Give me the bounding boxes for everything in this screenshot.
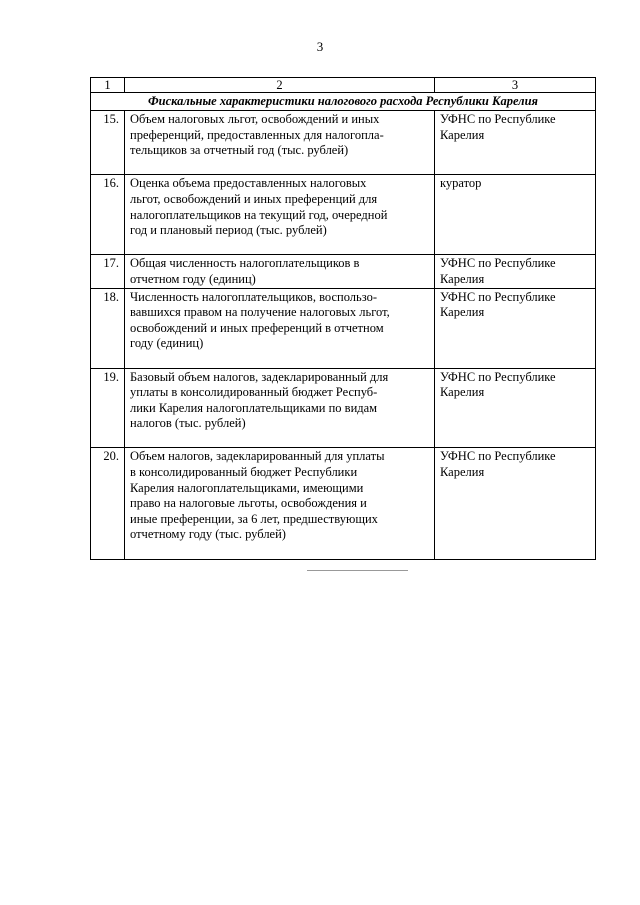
row-number: 17. (91, 255, 125, 288)
row-source (435, 111, 596, 175)
source-line: Карелия (440, 305, 485, 320)
source-line: Карелия (440, 127, 485, 142)
row-description (125, 255, 435, 288)
row-description (125, 111, 435, 175)
column-header-3: 3 (435, 78, 596, 93)
table-row (91, 448, 596, 559)
source-line: Карелия (440, 465, 485, 480)
row-description (125, 368, 435, 448)
description-line: льгот, освобождений и иных преференций для (130, 191, 378, 206)
row-description (125, 288, 435, 368)
description-line: налогоплательщиков на текущий год, очередной (130, 207, 388, 222)
description-line: Базовый объем налогов, задекларированный для (130, 369, 389, 384)
description-line: отчетном году (единиц) (130, 271, 256, 286)
description-line: лики Карелия налогоплательщиками по видам (130, 400, 378, 415)
column-header-1: 1 (91, 78, 125, 93)
description-line: Оценка объема предоставленных налоговых (130, 176, 367, 191)
document-end-rule (307, 570, 408, 571)
column-number-row (91, 78, 596, 93)
row-source (435, 255, 596, 288)
source-line: Карелия (440, 385, 485, 400)
table-row (91, 288, 596, 368)
row-number: 19. (91, 368, 125, 448)
section-title: Фискальные характеристики налогового расхода Республики Карелия (91, 93, 596, 111)
row-number: 16. (91, 175, 125, 255)
table-row (91, 368, 596, 448)
source-line: УФНС по Республике (440, 256, 556, 271)
table-row (91, 255, 596, 288)
description-line: Общая численность налогоплательщиков в (130, 256, 360, 271)
description-line: год и плановый период (тыс. рублей) (130, 223, 327, 238)
row-description (125, 175, 435, 255)
description-line: Карелия налогоплательщиками, имеющими (130, 480, 364, 495)
description-line: отчетному году (тыс. рублей) (130, 527, 286, 542)
description-line: уплаты в консолидированный бюджет Респуб- (130, 385, 378, 400)
row-number: 15. (91, 111, 125, 175)
row-description (125, 448, 435, 559)
description-line: право на налоговые льготы, освобождения и (130, 496, 367, 511)
page-number: 3 (316, 39, 324, 54)
row-source (435, 175, 596, 255)
row-number: 20. (91, 448, 125, 559)
row-source (435, 288, 596, 368)
description-line: тельщиков за отчетный год (тыс. рублей) (130, 143, 349, 158)
description-line: Объем налоговых льгот, освобождений и иных (130, 112, 380, 126)
description-line: Численность налогоплательщиков, воспользо- (130, 289, 377, 304)
description-line: Объем налогов, задекларированный для уплаты (130, 449, 385, 464)
description-line: году (единиц) (130, 336, 204, 351)
source-line: Карелия (440, 271, 485, 286)
source-line: УФНС по Республике (440, 449, 556, 464)
description-line: преференций, предоставленных для налогопла- (130, 127, 384, 142)
description-line: освобождений и иных преференций в отчетном (130, 320, 384, 335)
row-number: 18. (91, 288, 125, 368)
row-source (435, 368, 596, 448)
column-header-2: 2 (125, 78, 435, 93)
source-line: куратор (440, 176, 482, 191)
source-line: УФНС по Республике (440, 369, 556, 384)
fiscal-characteristics-table (90, 77, 596, 560)
source-line: УФНС по Республике (440, 289, 556, 304)
row-source (435, 448, 596, 559)
description-line: в консолидированный бюджет Республики (130, 465, 358, 480)
table-row (91, 175, 596, 255)
description-line: иные преференции, за 6 лет, предшествующих (130, 511, 378, 526)
source-line: УФНС по Республике (440, 112, 556, 126)
table-row (91, 111, 596, 175)
description-line: вавшихся правом на получение налоговых льгот, (130, 305, 390, 320)
description-line: налогов (тыс. рублей) (130, 416, 246, 431)
section-title-row (91, 93, 596, 111)
